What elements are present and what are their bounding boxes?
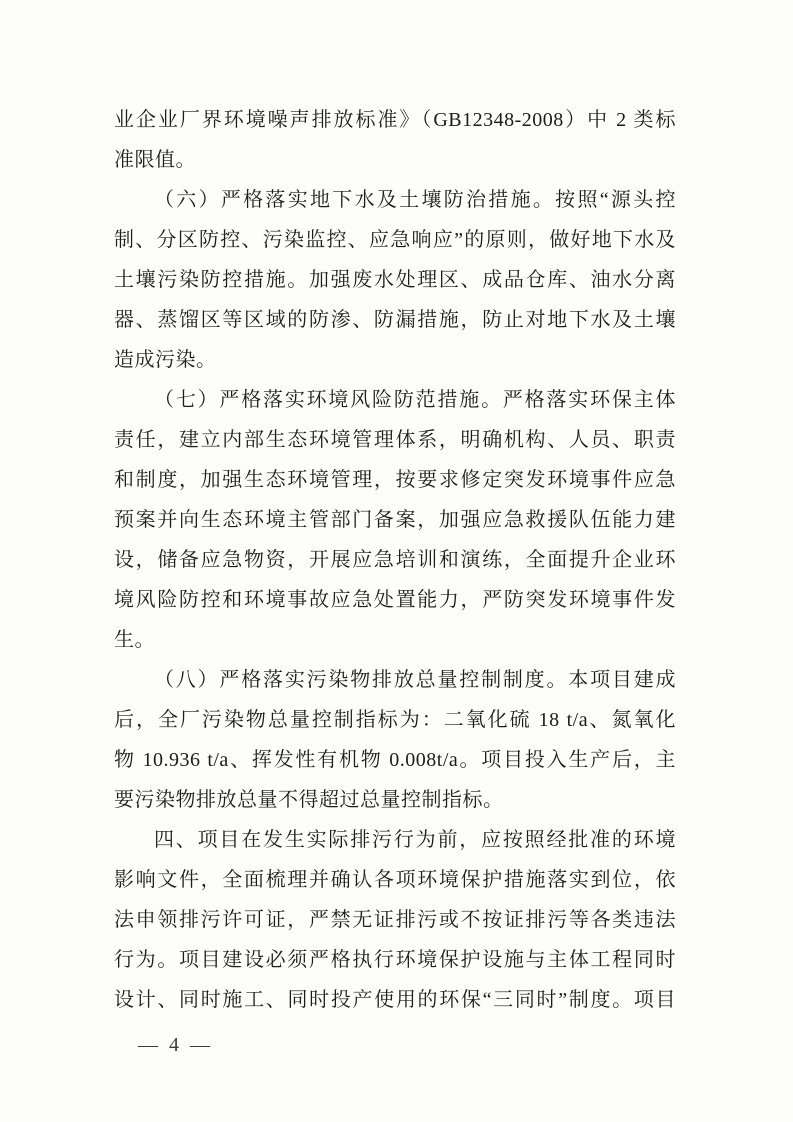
paragraph: [114, 660, 676, 820]
text-line: 设计、同时施工、同时投产使用的环保“三同时”制度。项目: [114, 989, 676, 1011]
text-line: 造成污染。: [114, 349, 217, 371]
paragraph: [114, 820, 676, 1020]
text-line: 和制度，加强生态环境管理，按要求修定突发环境事件应急: [114, 469, 676, 491]
paragraph: [114, 100, 676, 180]
text-line: 影响文件，全面梳理并确认各项环境保护措施落实到位，依: [114, 869, 676, 891]
text-line: 器、蒸馏区等区域的防渗、防漏措施，防止对地下水及土壤: [114, 309, 676, 331]
text-line: 法申领排污许可证，严禁无证排污或不按证排污等各类违法: [114, 909, 676, 931]
text-line: （八）严格落实污染物排放总量控制制度。本项目建成: [154, 669, 676, 691]
paragraph: [114, 180, 676, 380]
text-line: 要污染物排放总量不得超过总量控制指标。: [114, 789, 504, 811]
text-line: 责任，建立内部生态环境管理体系，明确机构、人员、职责: [114, 429, 676, 451]
text-line: 设，储备应急物资，开展应急培训和演练，全面提升企业环: [114, 549, 676, 571]
text-line: 境风险防控和环境事故应急处置能力，严防突发环境事件发: [114, 589, 676, 611]
text-line: 物 10.936 t/a、挥发性有机物 0.008t/a。项目投入生产后，主: [114, 749, 676, 771]
text-line: 业企业厂界环境噪声排放标准》（GB12348-2008）中 2 类标: [114, 109, 676, 131]
text-line: 生。: [114, 629, 155, 651]
page-footer: [138, 1030, 213, 1060]
page-number: — 4 —: [138, 1034, 213, 1056]
paragraph: [114, 380, 676, 660]
text-line: 制、分区防控、污染监控、应急响应”的原则，做好地下水及: [114, 229, 676, 251]
text-line: 准限值。: [114, 149, 196, 171]
text-line: 四、项目在发生实际排污行为前，应按照经批准的环境: [154, 829, 676, 851]
document-body: [114, 100, 676, 1020]
text-line: （七）严格落实环境风险防范措施。严格落实环保主体: [154, 389, 676, 411]
text-line: 预案并向生态环境主管部门备案，加强应急救援队伍能力建: [114, 509, 676, 531]
text-line: （六）严格落实地下水及土壤防治措施。按照“源头控: [154, 189, 676, 211]
text-line: 行为。项目建设必须严格执行环境保护设施与主体工程同时: [114, 949, 676, 971]
text-line: 土壤污染防控措施。加强废水处理区、成品仓库、油水分离: [114, 269, 676, 291]
text-line: 后，全厂污染物总量控制指标为：二氧化硫 18 t/a、氮氧化: [114, 709, 676, 731]
